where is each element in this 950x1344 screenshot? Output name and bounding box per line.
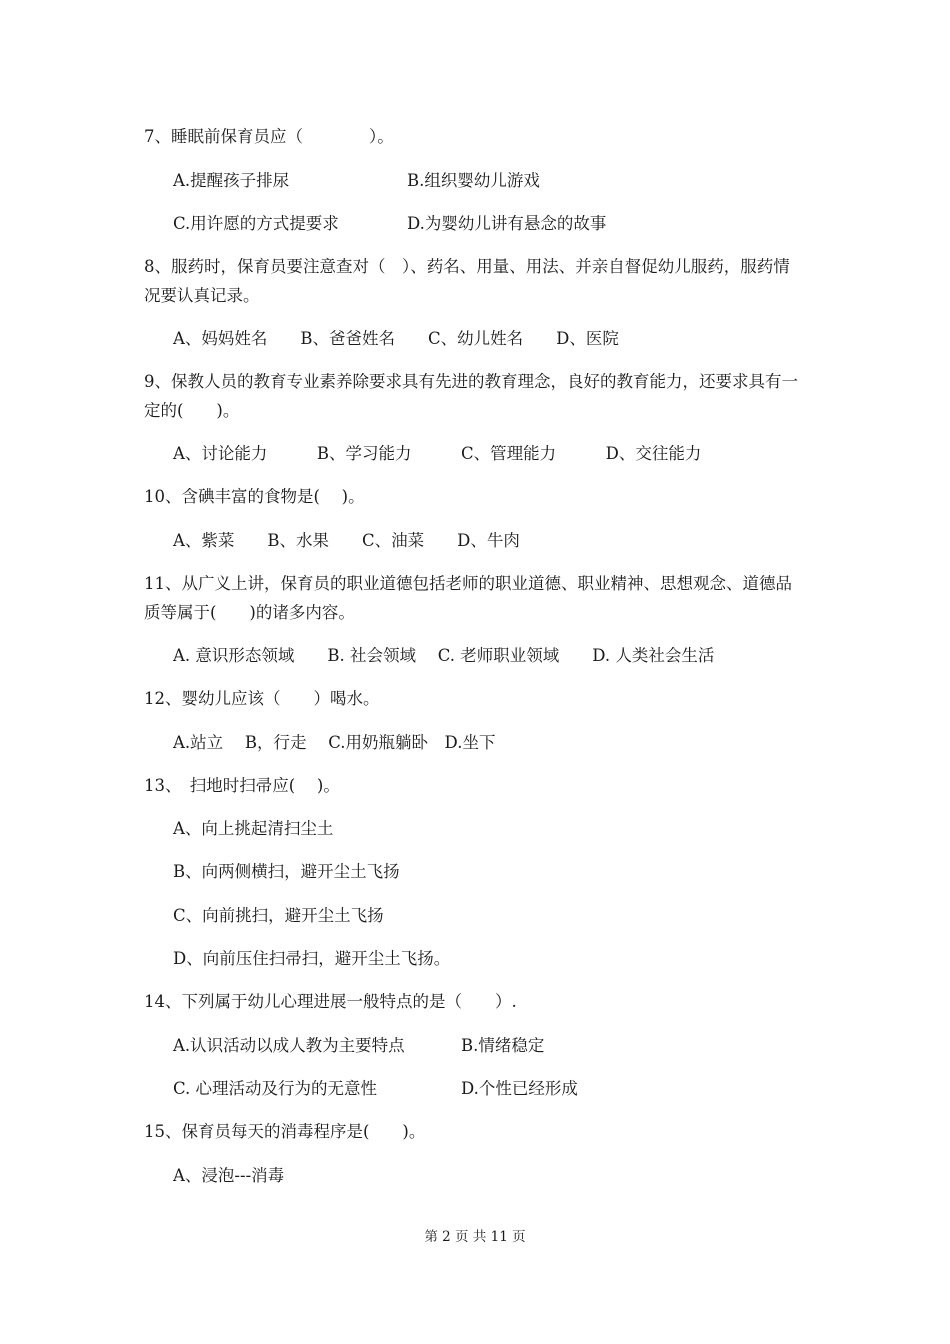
question-10-stem: 10、含碘丰富的食物是( )。 bbox=[144, 487, 365, 506]
question-14-option-d: D.个性已经形成 bbox=[461, 1079, 578, 1098]
question-7-option-a: A.提醒孩子排尿 bbox=[173, 171, 290, 190]
question-9-options: A、讨论能力 B、学习能力 C、管理能力 D、交往能力 bbox=[173, 444, 702, 463]
question-14-option-a: A.认识活动以成人教为主要特点 bbox=[173, 1036, 405, 1055]
page-number-footer: 第 2 页 共 11 页 bbox=[424, 1229, 526, 1245]
question-13-option-a: A、向上挑起清扫尘土 bbox=[173, 819, 334, 838]
question-10-options: A、紫菜 B、水果 C、油菜 D、牛肉 bbox=[173, 531, 520, 550]
question-7-option-b: B.组织婴幼儿游戏 bbox=[407, 171, 540, 190]
question-7-stem: 7、睡眠前保育员应（ ）。 bbox=[144, 127, 394, 146]
question-8-stem-line1: 8、服药时，保育员要注意查对（ ）、药名、用量、用法、并亲自督促幼儿服药，服药情 bbox=[144, 257, 790, 276]
question-7-option-d: D.为婴幼儿讲有悬念的故事 bbox=[407, 214, 607, 233]
question-14-option-c: C. 心理活动及行为的无意性 bbox=[173, 1079, 378, 1098]
question-13-option-d: D、向前压住扫帚扫，避开尘土飞扬。 bbox=[173, 949, 451, 968]
question-12-options: A.站立 B，行走 C.用奶瓶躺卧 D.坐下 bbox=[173, 733, 496, 752]
question-14-stem: 14、下列属于幼儿心理进展一般特点的是（ ）. bbox=[144, 992, 517, 1011]
question-11-stem-line1: 11、从广义上讲，保育员的职业道德包括老师的职业道德、职业精神、思想观念、道德品 bbox=[144, 574, 792, 593]
question-8-options: A、妈妈姓名 B、爸爸姓名 C、幼儿姓名 D、医院 bbox=[173, 329, 619, 348]
question-9-stem-line2: 定的( )。 bbox=[144, 401, 240, 420]
question-8-stem-line2: 况要认真记录。 bbox=[144, 286, 260, 305]
question-7-option-c: C.用许愿的方式提要求 bbox=[173, 214, 339, 233]
question-15-stem: 15、保育员每天的消毒程序是( )。 bbox=[144, 1122, 426, 1141]
question-11-stem-line2: 质等属于( )的诸多内容。 bbox=[144, 603, 355, 622]
question-14-option-b: B.情绪稳定 bbox=[461, 1036, 545, 1055]
question-13-option-c: C、向前挑扫，避开尘土飞扬 bbox=[173, 906, 384, 925]
question-15-option-a: A、浸泡---消毒 bbox=[173, 1166, 285, 1185]
question-11-options: A. 意识形态领域 B. 社会领域 C. 老师职业领域 D. 人类社会生活 bbox=[173, 646, 715, 665]
question-12-stem: 12、婴幼儿应该（ ）喝水。 bbox=[144, 689, 380, 708]
question-13-option-b: B、向两侧横扫，避开尘土飞扬 bbox=[173, 862, 400, 881]
question-13-stem: 13、 扫地时扫帚应( )。 bbox=[144, 776, 340, 795]
question-9-stem-line1: 9、保教人员的教育专业素养除要求具有先进的教育理念，良好的教育能力，还要求具有一 bbox=[144, 372, 798, 391]
